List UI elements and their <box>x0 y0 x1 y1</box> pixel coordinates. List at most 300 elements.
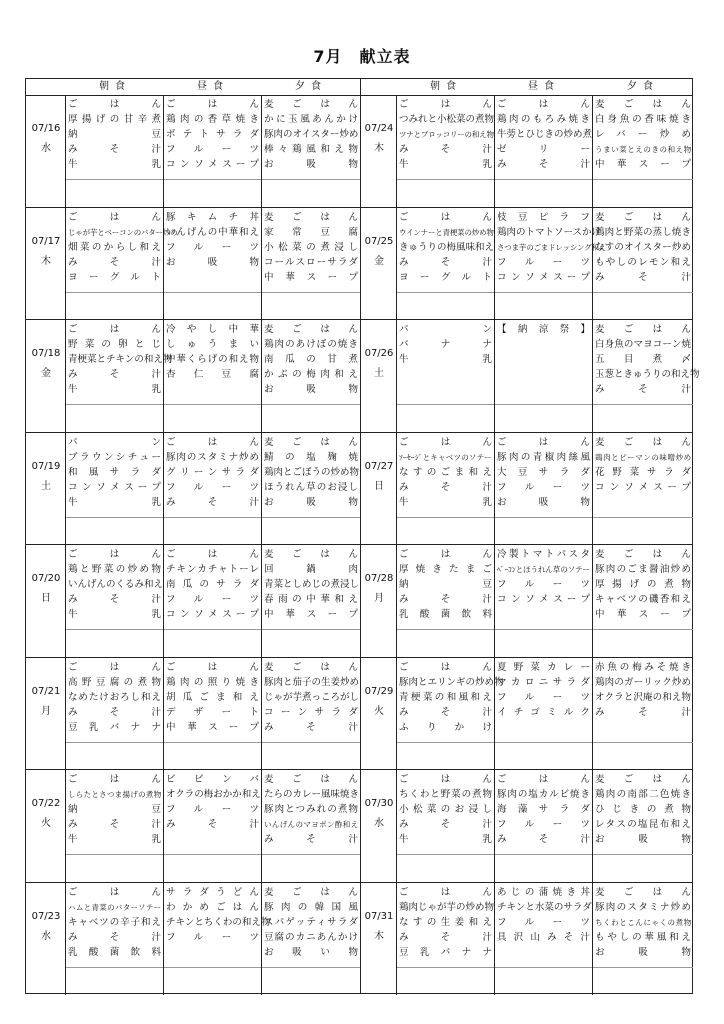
breakfast-cell <box>397 208 495 320</box>
menu-item: 夏野菜カレー <box>497 661 590 673</box>
date-text: 07/16 <box>31 123 61 134</box>
menu-item: 麦ごはん <box>264 549 358 560</box>
menu-item: 五目煮〆 <box>595 354 691 365</box>
menu-item: 麦ごはん <box>264 99 358 110</box>
menu-item: キャベツの辛子和え <box>68 916 161 928</box>
day-label <box>26 545 66 657</box>
menu-item: スパゲッティサラダ <box>264 916 358 928</box>
breakfast-cell <box>66 658 164 770</box>
menu-items <box>593 885 693 960</box>
lunch-cell <box>164 658 262 770</box>
menu-items <box>495 322 592 337</box>
menu-item: うまい菜とえのきの和え物 <box>595 145 691 154</box>
menu-item: ヨーグルト <box>399 271 492 283</box>
menu-item: 麦ごはん <box>264 886 358 898</box>
menu-item: ごはん <box>166 436 259 448</box>
menu-items <box>397 772 494 847</box>
menu-item: ごはん <box>497 436 590 448</box>
menu-item: 厚揚げの煮物 <box>595 579 691 590</box>
menu-item: 中華スープ <box>595 159 691 170</box>
cell-divider <box>495 404 592 405</box>
menu-item: 棒々鶏風和え物 <box>264 144 358 155</box>
cell-divider <box>164 404 261 405</box>
dinner-cell <box>262 545 360 657</box>
menu-items <box>593 97 693 172</box>
cell-divider <box>495 854 592 855</box>
menu-item: コーンサラダ <box>264 706 358 718</box>
date-text: 07/17 <box>31 235 61 247</box>
lunch-cell <box>495 433 593 545</box>
menu-item: 畑菜のからし和え <box>68 241 161 253</box>
menu-item: 牛乳 <box>399 354 492 365</box>
lunch-cell <box>164 208 262 320</box>
menu-item: コンソメスープ <box>595 481 691 493</box>
cell-divider <box>164 517 261 518</box>
menu-item: イチゴミルク <box>497 706 590 718</box>
menu-item: みそ汁 <box>399 819 492 830</box>
menu-item: フルーツ <box>166 931 259 943</box>
menu-item: さつま芋のごまドレッシング和え <box>497 242 607 252</box>
menu-items <box>495 210 607 285</box>
menu-items <box>262 97 360 172</box>
menu-item: 鶏肉と野菜の蒸し焼き <box>595 226 691 238</box>
menu-item: パン <box>68 436 161 448</box>
cell-divider <box>593 742 693 743</box>
menu-item: なめたけおろし和え <box>68 691 161 703</box>
menu-item: ヨーグルト <box>68 271 161 283</box>
menu-item: なすの生姜和え <box>399 916 492 928</box>
weekday-text: 水 <box>41 143 51 154</box>
menu-item: 牛乳 <box>68 159 161 170</box>
weekday-text: 日 <box>41 593 51 604</box>
menu-item: つみれと小松菜の煮物 <box>399 114 495 125</box>
date-text: 07/25 <box>364 235 394 247</box>
menu-item: しゅうまい <box>166 339 259 350</box>
date-text: 07/23 <box>31 910 61 922</box>
menu-item: 野菜の卵とじ <box>68 339 161 350</box>
menu-item: サラダうどん <box>166 886 259 898</box>
menu-item: ほうれん草のお浸し <box>264 481 358 493</box>
menu-item: 和風サラダ <box>68 466 161 478</box>
cell-divider <box>66 517 163 518</box>
menu-item: ごはん <box>399 436 492 448</box>
menu-item: わかめごはん <box>166 901 259 913</box>
menu-item: かぶの梅肉和え <box>264 369 358 380</box>
menu-items <box>164 322 261 382</box>
breakfast-cell <box>66 208 178 320</box>
menu-item: ひじきの煮物 <box>595 804 691 815</box>
menu-item: ごはん <box>399 549 492 560</box>
menu-item: 鶏肉の香草焼き <box>166 114 259 125</box>
menu-item: 牛乳 <box>399 159 492 170</box>
menu-item: フルーツ <box>166 241 259 253</box>
breakfast-cell <box>397 433 495 545</box>
menu-item: 青梗菜の和風和え <box>399 691 492 703</box>
menu-item: みそ汁 <box>595 384 691 395</box>
menu-item: 豚肉のオイスター炒め <box>264 129 359 140</box>
menu-item: 青梗菜とチキンの和え物 <box>68 354 173 365</box>
day-row <box>361 658 693 771</box>
menu-item: 厚揚げの甘辛煮 <box>68 114 161 125</box>
menu-items <box>164 660 261 735</box>
weekday-text: 水 <box>374 818 384 829</box>
menu-item: ごはん <box>68 324 161 335</box>
weekday-text: 月 <box>374 593 384 604</box>
cell-divider <box>262 742 360 743</box>
cell-divider <box>262 629 360 630</box>
menu-items <box>397 885 494 960</box>
menu-item: あじの蒲焼き丼 <box>497 886 590 898</box>
menu-item: チキンと水菜のサラダ <box>497 901 592 913</box>
cell-divider <box>262 404 360 405</box>
cell-divider <box>164 292 261 293</box>
menu-items <box>593 322 700 397</box>
cell-divider <box>66 292 163 293</box>
breakfast-cell <box>66 883 164 996</box>
menu-items <box>66 210 178 285</box>
menu-item: 乳酸菌飲料 <box>399 609 492 620</box>
menu-items <box>66 435 163 510</box>
menu-item: 豚肉のスタミナ炒め <box>595 901 691 913</box>
menu-item: みそ汁 <box>595 706 691 718</box>
dinner-cell <box>262 208 360 320</box>
menu-items <box>495 885 592 945</box>
menu-item: かに玉風あんかけ <box>264 114 358 125</box>
breakfast-cell <box>66 95 164 207</box>
cell-divider <box>66 742 163 743</box>
menu-item: 中華スープ <box>595 609 691 620</box>
menu-item: いんげんのマヨポン酢和え <box>264 820 358 829</box>
menu-item: みそ汁 <box>399 594 492 605</box>
menu-item: みそ汁 <box>399 481 492 493</box>
day-row <box>361 770 693 883</box>
header-lunch: 昼食 <box>197 81 229 92</box>
dinner-cell <box>593 770 693 882</box>
cell-divider <box>593 517 693 518</box>
day-row <box>361 208 693 321</box>
date-text: 07/22 <box>31 798 61 809</box>
menu-item: いんげんのくるみ和え <box>68 579 164 590</box>
menu-item: 白身魚の香味焼き <box>595 114 691 125</box>
breakfast-cell <box>397 545 495 657</box>
menu-item: もやしのレモン和え <box>595 256 691 268</box>
day-label <box>361 545 397 657</box>
menu-items <box>164 210 261 270</box>
menu-item: 中華スープ <box>264 271 358 283</box>
day-label <box>26 433 66 545</box>
menu-item: 鯖の塩麹焼 <box>264 451 358 463</box>
menu-item: 鶏肉のあけぼの焼き <box>264 339 358 350</box>
menu-item: 豚肉の韓国風 <box>264 901 358 913</box>
day-label <box>361 770 397 882</box>
day-label <box>361 883 397 996</box>
menu-item: ごはん <box>399 211 492 223</box>
menu-item: ごはん <box>399 661 492 673</box>
menu-item: フルーツ <box>497 579 590 590</box>
menu-item: 南瓜のサラダ <box>166 579 259 590</box>
breakfast-cell <box>66 433 164 545</box>
menu-item: みそ汁 <box>68 256 161 268</box>
dinner-cell <box>262 770 360 882</box>
menu-item: 豚キムチ丼 <box>166 211 259 223</box>
menu-items <box>262 322 360 397</box>
menu-item: みそ汁 <box>264 721 358 733</box>
menu-items <box>397 322 494 367</box>
menu-item: 冷やし中華 <box>166 324 259 335</box>
cell-divider <box>495 179 592 180</box>
header-lunch: 昼食 <box>528 81 560 92</box>
menu-item: コールスローサラダ <box>264 256 358 268</box>
menu-item: 豆乳バナナ <box>68 721 161 733</box>
menu-item: 家常豆腐 <box>264 226 358 238</box>
menu-item: 麦ごはん <box>595 886 691 898</box>
day-label <box>361 433 397 545</box>
day-label <box>361 658 397 770</box>
menu-item: 白身魚のマヨコーン焼 <box>595 339 691 350</box>
cell-divider <box>66 404 163 405</box>
menu-item: 豚肉と茄子の生姜炒め <box>264 676 360 688</box>
menu-item: パン <box>399 324 492 335</box>
weekday-text: 金 <box>374 255 384 267</box>
cell-divider <box>262 967 360 968</box>
menu-item: フルーツ <box>497 819 590 830</box>
menu-item: 鶏肉の照り焼き <box>166 676 259 688</box>
menu-item: ふりかけ <box>399 721 492 733</box>
page-title: 7月 献立表 <box>313 47 411 66</box>
menu-item: 鶏肉じゃが芋の炒め物 <box>399 901 495 913</box>
menu-item: フルーツ <box>497 916 590 928</box>
breakfast-cell <box>397 883 495 996</box>
menu-item: レタスの塩昆布和え <box>595 819 691 830</box>
menu-items <box>397 97 494 172</box>
breakfast-cell <box>397 95 495 207</box>
menu-item: コンソメスープ <box>68 481 161 493</box>
menu-item: コンソメスープ <box>497 271 590 283</box>
menu-item: 中華スープ <box>264 609 358 620</box>
cell-divider <box>397 629 494 630</box>
menu-item: オクラと沢庵の和え物 <box>595 691 691 703</box>
weekday-text: 土 <box>374 368 384 379</box>
menu-item: 鶏と野菜の炒め物 <box>68 564 161 575</box>
lunch-cell <box>495 208 607 320</box>
breakfast-cell <box>397 320 495 432</box>
menu-item: 麦ごはん <box>595 211 691 223</box>
menu-item: みそ汁 <box>68 144 161 155</box>
menu-item: みそ汁 <box>68 706 161 718</box>
menu-item: もやしの華風和え <box>595 931 691 943</box>
menu-item: 麦ごはん <box>595 774 691 785</box>
weekday-text: 月 <box>41 705 51 717</box>
menu-item: お吸物 <box>166 256 259 268</box>
header-dinner: 夕食 <box>295 81 327 92</box>
day-row <box>361 883 693 996</box>
menu-items <box>262 772 360 847</box>
date-text: 07/20 <box>31 573 61 584</box>
lunch-cell <box>495 658 593 770</box>
menu-item: キャベツの磯香和え <box>595 594 691 605</box>
dinner-cell <box>593 320 700 432</box>
day-label <box>361 320 397 432</box>
weekday-text: 土 <box>41 480 51 492</box>
weekday-text: 木 <box>41 255 51 267</box>
menu-items <box>66 885 163 960</box>
menu-item: みそ汁 <box>166 496 259 508</box>
menu-items <box>66 547 163 622</box>
date-text: 07/28 <box>364 573 394 584</box>
day-row <box>361 320 700 433</box>
menu-items <box>262 547 360 622</box>
menu-items <box>66 97 163 172</box>
menu-item: 海藻サラダ <box>497 804 590 815</box>
menu-item: 麦ごはん <box>595 436 691 448</box>
menu-item: みそ汁 <box>399 931 492 943</box>
menu-item: 高野豆腐の煮物 <box>68 676 161 688</box>
day-row <box>26 658 360 771</box>
menu-item: 納豆 <box>399 579 492 590</box>
menu-item: 麦ごはん <box>264 774 358 785</box>
menu-item: フルーツ <box>497 481 590 493</box>
menu-item: ウインナーと青梗菜の炒め物 <box>399 227 494 237</box>
cell-divider <box>495 742 592 743</box>
menu-item: みそ汁 <box>399 706 492 718</box>
menu-item: じゃが芋とベーコンのバター炒め <box>68 227 178 237</box>
menu-item: じゃが芋煮っころがし <box>264 691 360 703</box>
menu-item: みそ汁 <box>68 819 161 830</box>
menu-item: しらたとさつま揚げの煮物 <box>68 790 161 799</box>
menu-item: ごはん <box>166 661 259 673</box>
dinner-cell <box>262 883 360 996</box>
menu-item: 牛乳 <box>68 496 161 508</box>
menu-item: 杏仁豆腐 <box>166 369 259 380</box>
header-row <box>26 79 360 96</box>
cell-divider <box>593 179 693 180</box>
menu-item: みそ汁 <box>497 834 590 845</box>
header-row <box>361 79 693 96</box>
menu-item: フルーツ <box>166 481 259 493</box>
menu-item: 春雨の中華和え <box>264 594 358 605</box>
menu-item: ごはん <box>68 549 161 560</box>
date-text: 07/26 <box>364 348 394 359</box>
menu-item: 豆腐のカニあんかけ <box>264 931 358 943</box>
menu-item: 納豆 <box>68 804 161 815</box>
menu-item: お吸物 <box>497 496 590 508</box>
dinner-cell <box>593 208 693 320</box>
menu-item: 豆乳バナナ <box>399 946 492 958</box>
cell-divider <box>495 967 592 968</box>
cell-divider <box>262 517 360 518</box>
menu-item: グリーンサラダ <box>166 466 259 478</box>
day-label <box>26 320 66 432</box>
menu-item: ごはん <box>497 99 590 110</box>
menu-item: ｿｰｾｰｼﾞとキャベツのソテー <box>399 452 492 462</box>
day-label <box>26 883 66 996</box>
breakfast-cell <box>397 770 495 882</box>
cell-divider <box>66 967 163 968</box>
menu-item: 鶏肉とごぼうの炒め物 <box>264 466 360 478</box>
menu-item: お吸物 <box>264 496 358 508</box>
menu-item: フルーツ <box>166 804 259 815</box>
menu-item: バナナ <box>399 339 492 350</box>
day-label <box>26 208 66 320</box>
dinner-cell <box>593 658 693 770</box>
menu-item: お吸物 <box>595 834 691 845</box>
cell-divider <box>495 292 592 293</box>
menu-item: 牛乳 <box>68 384 161 395</box>
weekday-text: 木 <box>374 930 384 942</box>
menu-item: マカロニサラダ <box>497 676 590 688</box>
breakfast-cell <box>66 770 164 882</box>
cell-divider <box>495 517 592 518</box>
lunch-cell <box>164 433 262 545</box>
cell-divider <box>66 179 163 180</box>
cell-divider <box>164 742 261 743</box>
menu-item: 麦ごはん <box>264 324 358 335</box>
dinner-cell <box>262 95 360 207</box>
menu-item: なすのごま和え <box>399 466 492 478</box>
menu-item: 豚肉のごま醤油炒め <box>595 564 691 575</box>
menu-item: みそ汁 <box>399 256 492 268</box>
menu-items <box>495 660 592 720</box>
menu-item: 具沢山みそ汁 <box>497 931 590 943</box>
menu-item: 麦ごはん <box>264 211 358 223</box>
weekday-text: 水 <box>41 930 51 942</box>
day-row <box>26 545 360 658</box>
menu-items <box>593 547 693 622</box>
lunch-cell <box>164 320 262 432</box>
menu-item: レバー炒め <box>595 129 691 140</box>
cell-divider <box>397 517 494 518</box>
menu-item: ビビンバ <box>166 774 259 785</box>
menu-item: お吸い物 <box>264 946 358 958</box>
menu-items <box>397 660 504 735</box>
menu-item: 牛乳 <box>399 496 492 508</box>
menu-item: ごはん <box>399 774 492 785</box>
menu-item: 牛蒡とひじきの炒め煮 <box>497 129 593 140</box>
menu-item: きゅうりの梅風味和え <box>399 241 495 253</box>
menu-items <box>164 885 271 945</box>
menu-item: 【納涼祭】 <box>497 324 590 335</box>
breakfast-cell <box>397 658 504 770</box>
menu-items <box>262 660 360 735</box>
menu-item: たらのカレー風味焼き <box>264 789 360 800</box>
date-text: 07/30 <box>364 798 394 809</box>
menu-items <box>164 97 261 172</box>
menu-items <box>495 547 592 607</box>
menu-item: 豚肉とつみれの煮物 <box>264 804 358 815</box>
menu-item: 豚肉とエリンギの炒め物 <box>399 676 504 688</box>
cell-divider <box>66 629 163 630</box>
cell-divider <box>262 854 360 855</box>
menu-item: 麦ごはん <box>595 99 691 110</box>
day-row <box>26 883 360 996</box>
lunch-cell <box>495 770 593 882</box>
menu-item: 赤魚の梅みそ焼き <box>595 661 691 673</box>
menu-item: コンソメスープ <box>166 609 259 620</box>
date-text: 07/29 <box>364 685 394 697</box>
menu-item: 鶏肉の南部二色焼き <box>595 789 691 800</box>
menu-table-left <box>26 79 360 993</box>
cell-divider <box>397 292 494 293</box>
menu-item: コンソメスープ <box>166 159 259 170</box>
lunch-cell <box>495 320 593 432</box>
dinner-cell <box>593 95 693 207</box>
menu-item: 中華スープ <box>166 721 259 733</box>
menu-item: 厚焼きたまご <box>399 564 492 575</box>
cell-divider <box>593 629 693 630</box>
breakfast-cell <box>66 545 164 657</box>
menu-items <box>397 547 494 622</box>
lunch-cell <box>495 95 593 207</box>
